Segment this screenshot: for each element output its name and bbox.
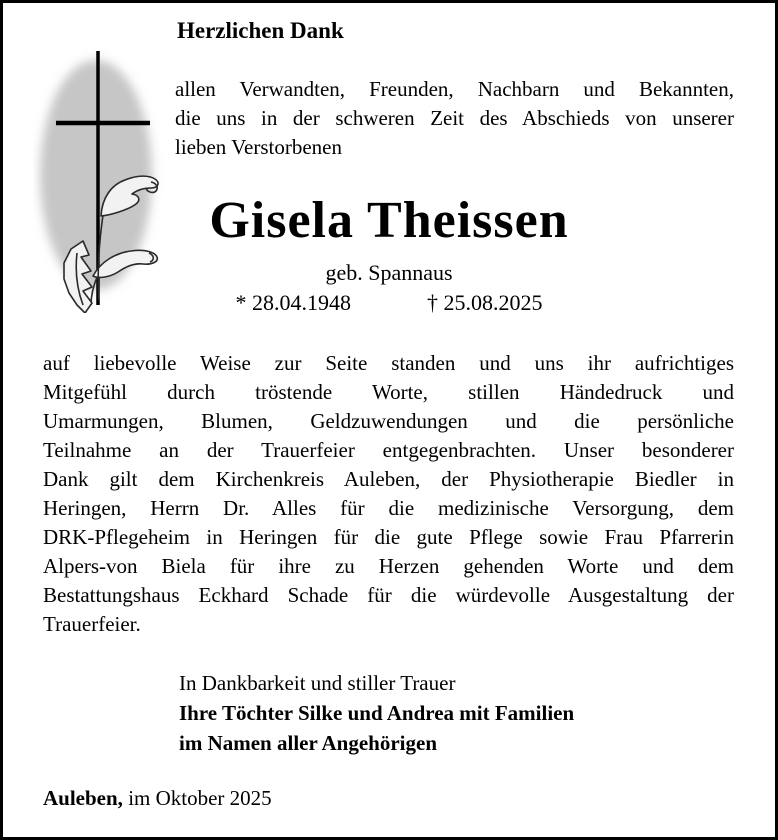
memorial-graphic <box>33 43 173 313</box>
text-line: Bestattungshaus Eckhard Schade für die würdevolle Ausgestaltung der <box>43 583 734 607</box>
text-line: Dank gilt dem Kirchenkreis Auleben, der Physiotherapie Biedler in <box>43 467 734 491</box>
text-line: allen Verwandten, Freunden, Nachbarn und Bekannten, <box>175 77 734 101</box>
text-line: Trauerfeier. <box>43 612 141 636</box>
text-line: die uns in der schweren Zeit des Abschieds von unserer <box>175 106 734 130</box>
thanks-paragraph <box>43 349 734 639</box>
death-date: † 25.08.2025 <box>427 290 543 315</box>
closing-line-behalf: im Namen aller Angehörigen <box>179 731 438 755</box>
text-line: Umarmungen, Blumen, Geldzuwendungen und die persönliche <box>43 409 734 433</box>
text-line: Teilnahme an der Trauerfeier entgegenbrachten. Unser besonderer <box>43 438 734 462</box>
closing-block <box>179 668 775 758</box>
text-line: auf liebevolle Weise zur Seite standen und uns ihr aufrichtiges <box>43 351 734 375</box>
notice-date: im Oktober 2025 <box>122 786 272 810</box>
text-line: Alpers-von Biela für ihre zu Herzen gehenden Worte und dem <box>43 554 734 578</box>
birth-date: * 28.04.1948 <box>235 290 351 315</box>
headline: Herzlichen Dank <box>177 18 344 43</box>
deceased-name: Gisela Theissen <box>209 192 569 249</box>
place-name: Auleben, <box>43 786 123 810</box>
intro-paragraph <box>175 75 734 162</box>
text-line: lieben Verstorbenen <box>175 135 342 159</box>
text-line: Mitgefühl durch tröstende Worte, stillen Händedruck und <box>43 380 734 404</box>
closing-line-family: Ihre Töchter Silke und Andrea mit Familien <box>179 701 575 725</box>
text-line: Heringen, Herrn Dr. Alles für die medizinische Versorgung, dem <box>43 496 734 520</box>
closing-line-grief: In Dankbarkeit und stiller Trauer <box>179 671 456 695</box>
text-line: DRK-Pflegeheim in Heringen für die gute Pflege sowie Frau Pfarrerin <box>43 525 734 549</box>
place-date-line <box>43 785 775 811</box>
maiden-name: geb. Spannaus <box>325 260 453 285</box>
